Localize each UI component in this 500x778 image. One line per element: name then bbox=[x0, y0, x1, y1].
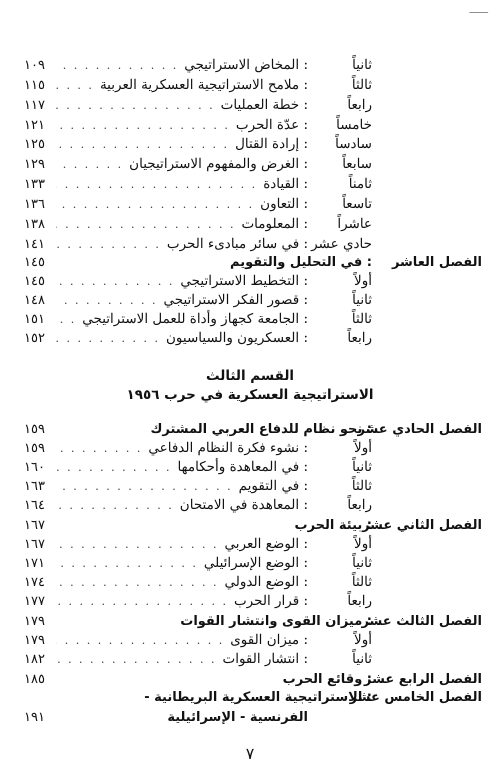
toc-title: : المعلومات bbox=[241, 216, 308, 232]
toc-ordinal: رابعاً bbox=[347, 330, 372, 346]
toc-ordinal: ثالثاً bbox=[351, 574, 372, 590]
toc-ordinal: ثانياً bbox=[352, 555, 372, 571]
toc-ordinal: ثانياً bbox=[352, 651, 372, 667]
chapter-row bbox=[24, 708, 482, 726]
toc-row bbox=[24, 535, 482, 553]
toc-title: : قرار الحرب bbox=[233, 593, 308, 609]
section-subheading: الاستراتيجية العسكرية في حرب ١٩٥٦ bbox=[126, 387, 374, 403]
toc-row bbox=[24, 155, 482, 173]
toc-page-number: ١٧٧ bbox=[24, 593, 45, 609]
toc-page-number: ١٤٥ bbox=[24, 273, 45, 289]
toc-title: : القيادة bbox=[263, 176, 308, 192]
toc-ordinal: ثانياً bbox=[352, 292, 372, 308]
toc-ordinal: أولاً bbox=[354, 632, 372, 648]
leader-dots bbox=[56, 634, 226, 647]
toc-title: : نشوء فكرة النظام الدفاعي bbox=[148, 440, 308, 456]
toc-page-number: ١٤١ bbox=[24, 236, 45, 252]
toc-ordinal: تاسعاً bbox=[342, 196, 372, 212]
toc-page-number: ١٢٩ bbox=[24, 156, 45, 172]
toc-ordinal: أولاً bbox=[354, 273, 372, 289]
toc-ordinal: خامساً bbox=[336, 117, 372, 133]
toc-title: : قصور الفكر الاستراتيجي bbox=[163, 292, 308, 308]
toc-ordinal: ثالثاً bbox=[351, 478, 372, 494]
chapter-title-continuation: الفرنسية - الإسرائيلية bbox=[167, 709, 308, 725]
toc-row bbox=[24, 592, 482, 610]
toc-row bbox=[24, 135, 482, 153]
toc-title: : ميزان القوى bbox=[230, 632, 308, 648]
toc-title: : العسكريون والسياسيون bbox=[166, 330, 308, 346]
toc-page-number: ١٦٤ bbox=[24, 497, 45, 513]
toc-page-number: ١٦٧ bbox=[24, 517, 45, 533]
toc-title: : الوضع الدولي bbox=[224, 574, 308, 590]
toc-ordinal: أولاً bbox=[354, 536, 372, 552]
chapter-row bbox=[24, 516, 482, 534]
toc-row bbox=[24, 195, 482, 213]
toc-row bbox=[24, 631, 482, 649]
toc-title: : ملامح الاستراتيجية العسكرية العربية bbox=[99, 77, 308, 93]
toc-row bbox=[24, 175, 482, 193]
chapter-label: الفصل الثاني عشر bbox=[362, 517, 482, 533]
toc-page-number: ١٢٥ bbox=[24, 136, 45, 152]
toc-page-number: ١٥٩ bbox=[24, 440, 45, 456]
leader-dots bbox=[56, 158, 125, 171]
leader-dots bbox=[56, 238, 163, 251]
toc-row bbox=[24, 573, 482, 591]
toc-ordinal: ثالثاً bbox=[351, 77, 372, 93]
toc-ordinal: ثانياً bbox=[352, 57, 372, 73]
leader-dots bbox=[56, 499, 176, 512]
leader-dots bbox=[56, 595, 230, 608]
leader-dots bbox=[56, 480, 235, 493]
toc-title: : الجامعة كجهاز وأداة للعمل الاستراتيجي bbox=[82, 311, 308, 327]
toc-ordinal: عاشراً bbox=[337, 216, 372, 232]
toc-title: : الغرض والمفهوم الاستراتيجيان bbox=[129, 156, 308, 172]
toc-row bbox=[24, 215, 482, 233]
toc-title: : المعاهدة في الامتحان bbox=[179, 497, 308, 513]
leader-dots bbox=[56, 198, 256, 211]
leader-dots bbox=[56, 99, 217, 112]
toc-ordinal: رابعاً bbox=[347, 593, 372, 609]
toc-row bbox=[24, 56, 482, 74]
toc-page-number: ١٤٥ bbox=[24, 254, 45, 270]
toc-title: : انتشار القوات bbox=[222, 651, 308, 667]
toc-ordinal: ثانياً bbox=[352, 459, 372, 475]
toc-page-number: ١٥٢ bbox=[24, 330, 45, 346]
toc-ordinal: حادي عشر bbox=[311, 236, 372, 252]
toc-row bbox=[24, 272, 482, 290]
toc-ordinal: رابعاً bbox=[347, 97, 372, 113]
toc-page-number: ١١٥ bbox=[24, 77, 45, 93]
toc-row bbox=[24, 650, 482, 668]
chapter-row bbox=[24, 612, 482, 630]
chapter-title: : بيئة الحرب bbox=[294, 517, 372, 533]
leader-dots bbox=[56, 178, 259, 191]
toc-row bbox=[24, 310, 482, 328]
toc-row bbox=[24, 116, 482, 134]
leader-dots bbox=[56, 275, 176, 288]
toc-page-number: ١٣٨ bbox=[24, 216, 45, 232]
toc-title: : عدّة الحرب bbox=[235, 117, 308, 133]
chapter-label: الفصل الحادي عشر bbox=[357, 421, 482, 437]
toc-row bbox=[24, 76, 482, 94]
toc-row bbox=[24, 496, 482, 514]
chapter-label: الفصل الثالث عشر bbox=[361, 613, 482, 629]
toc-row bbox=[24, 554, 482, 572]
page-number: ٧ bbox=[245, 744, 255, 763]
toc-row bbox=[24, 477, 482, 495]
toc-page-number: ١٤٨ bbox=[24, 292, 45, 308]
leader-dots bbox=[56, 119, 232, 132]
toc-title: : إرادة القتال bbox=[235, 136, 308, 152]
leader-dots bbox=[56, 59, 180, 72]
toc-row bbox=[24, 235, 482, 253]
toc-ordinal: سابعاً bbox=[342, 156, 372, 172]
toc-page-number: ١٥٩ bbox=[24, 421, 45, 437]
toc-ordinal: أولاً bbox=[354, 440, 372, 456]
leader-dots bbox=[56, 138, 231, 151]
toc-row bbox=[24, 329, 482, 347]
toc-page-number: ١٦٠ bbox=[24, 459, 45, 475]
leader-dots bbox=[56, 653, 218, 666]
toc-title: : الوضع الإسرائيلي bbox=[203, 555, 308, 571]
toc-row bbox=[24, 96, 482, 114]
chapter-label: الفصل العاشر bbox=[391, 254, 482, 270]
toc-page-number: ١٩١ bbox=[24, 709, 45, 725]
chapter-row bbox=[24, 420, 482, 438]
toc-title: : في سائر مبادىء الحرب bbox=[166, 236, 308, 252]
toc-ordinal: ثامناً bbox=[348, 176, 372, 192]
chapter-label: الفصل الرابع عشر bbox=[364, 671, 482, 687]
leader-dots bbox=[56, 538, 221, 551]
leader-dots bbox=[56, 442, 144, 455]
toc-title: : التخطيط الاستراتيجي bbox=[180, 273, 308, 289]
leader-dots bbox=[56, 294, 159, 307]
toc-row bbox=[24, 458, 482, 476]
toc-page-number: ١٧٩ bbox=[24, 613, 45, 629]
chapter-title: : في التحليل والتقويم bbox=[230, 254, 372, 270]
chapter-title: : الاستراتيجية العسكرية البريطانية - bbox=[144, 689, 372, 705]
toc-page-number: ١٣٣ bbox=[24, 176, 45, 192]
chapter-row bbox=[24, 253, 482, 271]
chapter-label: الفصل الخامس عشر bbox=[349, 689, 482, 705]
leader-dots bbox=[56, 576, 221, 589]
section-heading: القسم الثالث bbox=[205, 368, 295, 384]
toc-page-number: ١٧٤ bbox=[24, 574, 45, 590]
toc-ordinal: سادساً bbox=[335, 136, 372, 152]
top-mark: ـــــــ bbox=[469, 6, 488, 16]
toc-ordinal: ثالثاً bbox=[351, 311, 372, 327]
chapter-title: : نحو نظام للدفاع العربي المشترك bbox=[150, 421, 372, 437]
leader-dots bbox=[56, 557, 200, 570]
toc-title: : الوضع العربي bbox=[224, 536, 308, 552]
leader-dots bbox=[56, 218, 237, 231]
leader-dots bbox=[56, 313, 78, 326]
toc-title: : المخاض الاستراتيجي bbox=[184, 57, 308, 73]
toc-page-number: ١٧٩ bbox=[24, 632, 45, 648]
toc-title: : خطة العمليات bbox=[220, 97, 308, 113]
toc-page-number: ١٨٢ bbox=[24, 651, 45, 667]
toc-page-number: ١١٧ bbox=[24, 97, 45, 113]
toc-page-number: ١٠٩ bbox=[24, 57, 45, 73]
toc-row bbox=[24, 291, 482, 309]
toc-row bbox=[24, 439, 482, 457]
toc-title: : التعاون bbox=[260, 196, 308, 212]
toc-page-number: ١٢١ bbox=[24, 117, 45, 133]
toc-ordinal: رابعاً bbox=[347, 497, 372, 513]
toc-title: : في التقويم bbox=[238, 478, 308, 494]
chapter-row bbox=[24, 670, 482, 688]
chapter-title: : وقائع الحرب bbox=[282, 671, 372, 687]
leader-dots bbox=[56, 461, 174, 474]
toc-page-number: ١٦٣ bbox=[24, 478, 45, 494]
chapter-title: : ميزان القوى وانتشار القوات bbox=[180, 613, 372, 629]
toc-title: : في المعاهدة وأحكامها bbox=[177, 459, 308, 475]
toc-page-number: ١٥١ bbox=[24, 311, 45, 327]
toc-page-number: ١٣٦ bbox=[24, 196, 45, 212]
toc-page-number: ١٨٥ bbox=[24, 671, 45, 687]
chapter-row bbox=[24, 688, 482, 706]
toc-page-number: ١٧١ bbox=[24, 555, 45, 571]
leader-dots bbox=[56, 332, 162, 345]
leader-dots bbox=[56, 79, 96, 92]
toc-page-number: ١٦٧ bbox=[24, 536, 45, 552]
